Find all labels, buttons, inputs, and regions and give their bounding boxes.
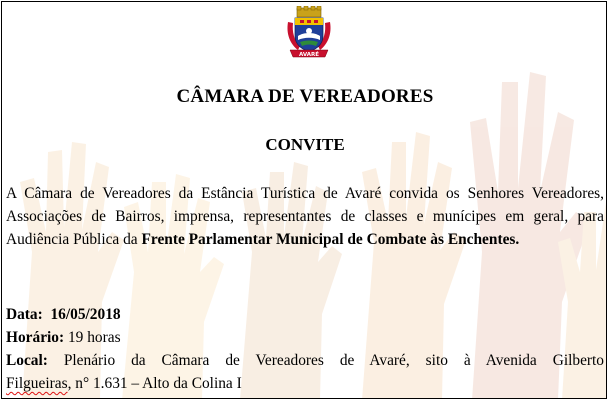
page-title: CÂMARA DE VEREADORES — [176, 86, 434, 107]
place-row-continued — [6, 372, 604, 395]
time-label: Horário: — [6, 329, 65, 346]
event-details — [6, 303, 604, 395]
crest-ribbon-text: AVARÉ — [298, 52, 320, 58]
date-label: Data: — [6, 306, 43, 323]
event-name: Frente Parlamentar Municipal de Combate às Enchentes. — [141, 231, 520, 248]
municipal-crest-logo — [284, 6, 334, 60]
invitation-document — [1, 1, 607, 399]
place-value-rest: , n° 1.631 – Alto da Colina I — [67, 375, 242, 392]
invitation-text: A Câmara de Vereadores da Estância Turística de Avaré convida os Senhores Vereadores, Associações de Bairros, imprensa, representantes de classes e munícipes em geral, para Audiência Pública da — [6, 185, 604, 248]
invitation-paragraph — [6, 182, 604, 251]
place-value-line1: Plenário da Câmara de Vereadores de Avaré, sito à Avenida Gilberto — [63, 352, 604, 369]
place-row — [6, 349, 604, 372]
place-street-name: Filgueiras — [6, 375, 68, 392]
document-subtitle: CONVITE — [265, 135, 345, 154]
time-row — [6, 326, 604, 349]
place-label: Local: — [6, 352, 48, 369]
time-value: 19 horas — [67, 329, 121, 346]
date-value: 16/05/2018 — [50, 306, 121, 323]
date-row — [6, 303, 604, 326]
